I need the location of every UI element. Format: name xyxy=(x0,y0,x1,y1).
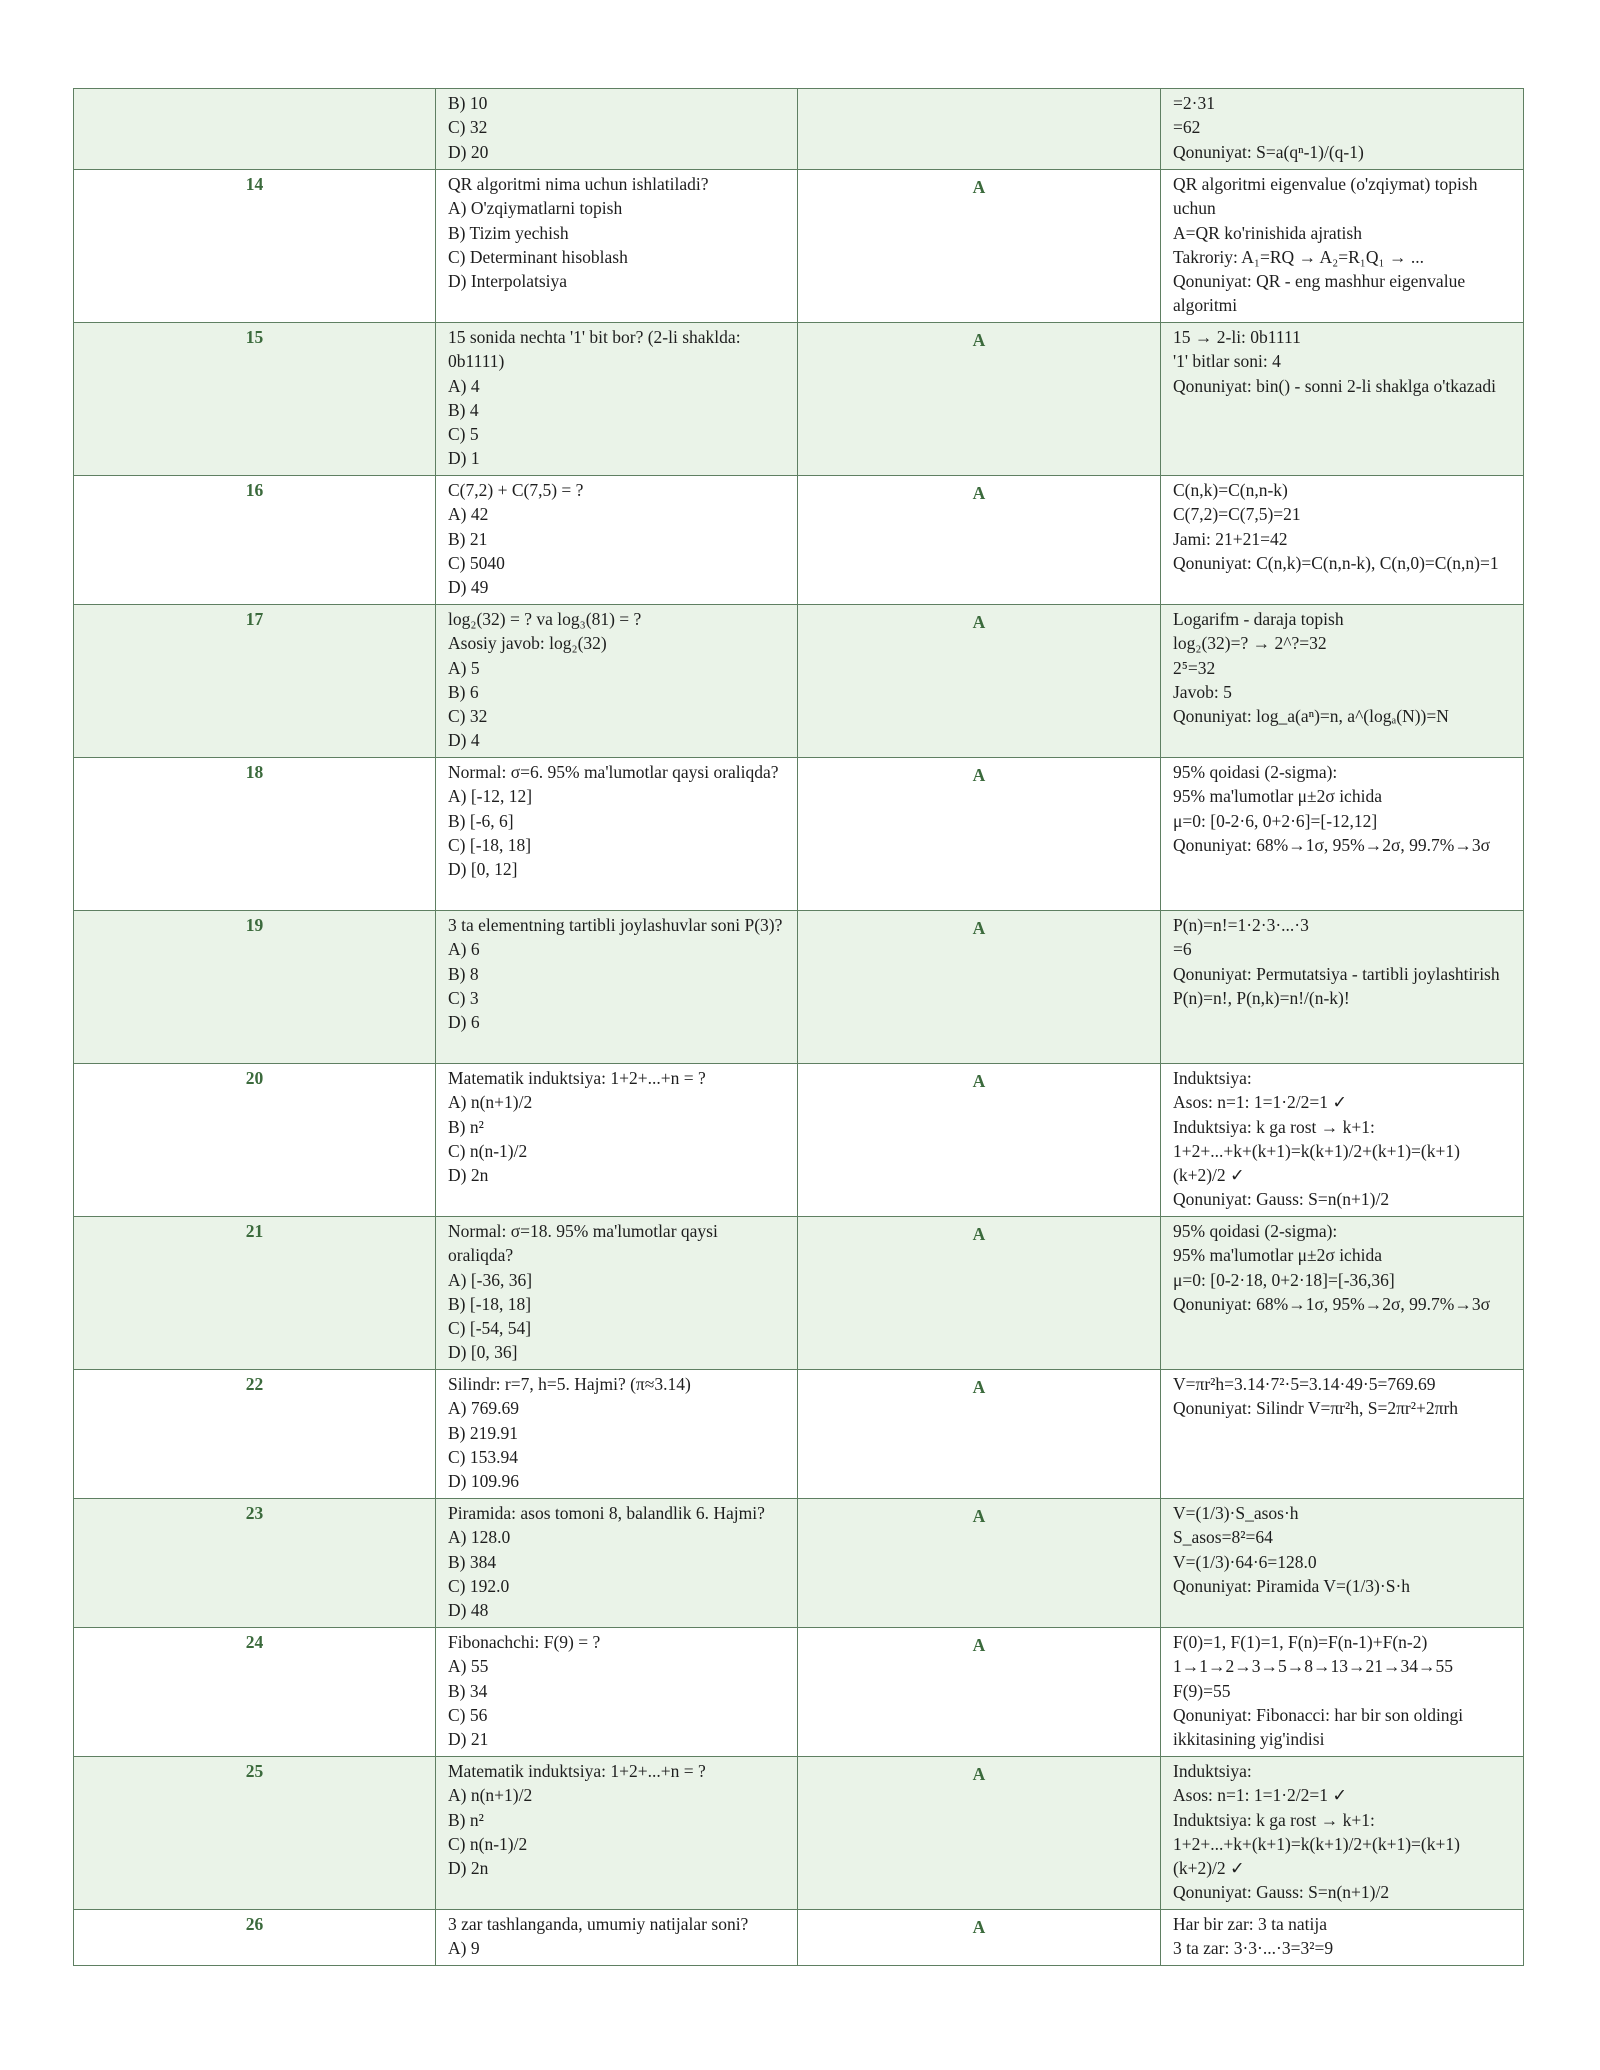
explanation-cell xyxy=(1161,1217,1524,1370)
question-cell xyxy=(436,1628,798,1757)
question-line: B) 34 xyxy=(448,1680,488,1701)
explanation-cell xyxy=(1161,476,1524,605)
explanation-line: =2·31 xyxy=(1173,93,1215,113)
question-line: A) 4 xyxy=(448,375,480,396)
explanation-line: 1+2+...+k+(k+1)=k(k+1)/2+(k+1)=(k+1)(k+2)/2 ✓ xyxy=(1173,1140,1460,1186)
answer-cell: A xyxy=(798,605,1161,758)
question-line: C) n(n-1)/2 xyxy=(448,1833,528,1854)
question-cell xyxy=(436,1910,798,1966)
question-cell xyxy=(436,758,798,911)
question-line: C) [-54, 54] xyxy=(448,1318,532,1339)
question-line: C) 56 xyxy=(448,1704,488,1725)
explanation-line: Javob: 5 xyxy=(1173,681,1232,702)
explanation-line: 95% qoidasi (2-sigma): xyxy=(1173,1221,1338,1241)
question-line: A) n(n+1)/2 xyxy=(448,1785,533,1806)
question-line: D) 2n xyxy=(448,1858,489,1879)
answer-cell: A xyxy=(798,476,1161,605)
explanation-cell xyxy=(1161,1499,1524,1628)
answer-cell: A xyxy=(798,1499,1161,1628)
question-line: D) 1 xyxy=(448,448,480,469)
explanation-line: Induktsiya: xyxy=(1173,1761,1252,1781)
table-row xyxy=(74,1910,1524,1966)
question-cell xyxy=(436,911,798,1064)
question-text: Matematik induktsiya: 1+2+...+n = ? xyxy=(448,1068,706,1088)
answer-cell: A xyxy=(798,1628,1161,1757)
quiz-table-body xyxy=(74,89,1524,1966)
explanation-cell xyxy=(1161,1910,1524,1966)
explanation-cell xyxy=(1161,911,1524,1064)
explanation-line: Qonuniyat: Piramida V=(1/3)·S·h xyxy=(1173,1575,1411,1596)
question-number: 15 xyxy=(74,323,436,476)
table-row xyxy=(74,476,1524,605)
explanation-cell xyxy=(1161,1370,1524,1499)
question-line: A) 769.69 xyxy=(448,1398,519,1419)
answer-cell: A xyxy=(798,1370,1161,1499)
question-line: B) 384 xyxy=(448,1551,497,1572)
question-line: A) 55 xyxy=(448,1656,489,1677)
answer-cell: A xyxy=(798,1217,1161,1370)
answer-cell: A xyxy=(798,1064,1161,1217)
question-text: Normal: σ=18. 95% ma'lumotlar qaysi oraliqda? xyxy=(448,1221,718,1266)
question-line: C) 32 xyxy=(448,117,488,138)
question-text: Piramida: asos tomoni 8, balandlik 6. Hajmi? xyxy=(448,1503,765,1523)
question-line: D) [0, 36] xyxy=(448,1342,518,1363)
question-line: A) n(n+1)/2 xyxy=(448,1092,533,1113)
question-number: 22 xyxy=(74,1370,436,1499)
explanation-line: F(0)=1, F(1)=1, F(n)=F(n-1)+F(n-2) xyxy=(1173,1632,1428,1652)
question-line: A) 6 xyxy=(448,939,480,960)
table-row xyxy=(74,1217,1524,1370)
question-line: B) [-18, 18] xyxy=(448,1293,532,1314)
question-line: C) 5040 xyxy=(448,552,505,573)
question-number: 16 xyxy=(74,476,436,605)
table-row xyxy=(74,605,1524,758)
question-number: 14 xyxy=(74,170,436,323)
explanation-line: 1+2+...+k+(k+1)=k(k+1)/2+(k+1)=(k+1)(k+2)/2 ✓ xyxy=(1173,1833,1460,1879)
explanation-line: μ=0: [0-2·6, 0+2·6]=[-12,12] xyxy=(1173,810,1378,831)
explanation-line: P(n)=n!, P(n,k)=n!/(n-k)! xyxy=(1173,987,1350,1008)
question-cell xyxy=(436,1499,798,1628)
answer-cell: A xyxy=(798,911,1161,1064)
explanation-line: 15 → 2-li: 0b1111 xyxy=(1173,327,1301,347)
explanation-line: V=(1/3)·S_asos·h xyxy=(1173,1503,1299,1523)
table-row xyxy=(74,89,1524,170)
question-cell xyxy=(436,1370,798,1499)
explanation-cell xyxy=(1161,605,1524,758)
question-number: 25 xyxy=(74,1757,436,1910)
explanation-cell xyxy=(1161,1757,1524,1910)
question-line: C) 153.94 xyxy=(448,1446,518,1467)
answer-cell: A xyxy=(798,1757,1161,1910)
explanation-line: Qonuniyat: 68%→1σ, 95%→2σ, 99.7%→3σ xyxy=(1173,834,1491,855)
question-number: 23 xyxy=(74,1499,436,1628)
question-number: 24 xyxy=(74,1628,436,1757)
explanation-line: V=πr²h=3.14·7²·5=3.14·49·5=769.69 xyxy=(1173,1374,1436,1394)
question-line: D) 2n xyxy=(448,1165,489,1186)
explanation-cell xyxy=(1161,1628,1524,1757)
question-line: D) 109.96 xyxy=(448,1471,519,1492)
explanation-line: A=QR ko'rinishida ajratish xyxy=(1173,222,1362,243)
explanation-line: Qonuniyat: Permutatsiya - tartibli joylashtirish xyxy=(1173,963,1500,984)
question-line: A) 5 xyxy=(448,657,480,678)
explanation-line: Logarifm - daraja topish xyxy=(1173,609,1344,629)
question-line: A) [-12, 12] xyxy=(448,786,533,807)
answer-cell: A xyxy=(798,323,1161,476)
explanation-line: log₂(32)=? → 2^?=32 xyxy=(1173,633,1327,654)
question-line: C) 5 xyxy=(448,424,479,445)
explanation-line: 3 ta zar: 3·3·...·3=3²=9 xyxy=(1173,1938,1334,1959)
question-line: B) 4 xyxy=(448,399,479,420)
question-line: D) 6 xyxy=(448,1012,480,1033)
explanation-line: Induktsiya: k ga rost → k+1: xyxy=(1173,1809,1375,1830)
explanation-line: 95% qoidasi (2-sigma): xyxy=(1173,762,1338,782)
question-text: 3 zar tashlanganda, umumiy natijalar soni? xyxy=(448,1914,749,1934)
explanation-line: Qonuniyat: C(n,k)=C(n,n-k), C(n,0)=C(n,n)=1 xyxy=(1173,552,1499,573)
explanation-line: S_asos=8²=64 xyxy=(1173,1527,1273,1548)
explanation-line: Qonuniyat: Gauss: S=n(n+1)/2 xyxy=(1173,1882,1390,1903)
question-line: D) [0, 12] xyxy=(448,859,518,880)
table-row xyxy=(74,1499,1524,1628)
table-row xyxy=(74,1628,1524,1757)
explanation-line: Asos: n=1: 1=1·2/2=1 ✓ xyxy=(1173,1092,1348,1113)
explanation-line: Qonuniyat: Silindr V=πr²h, S=2πr²+2πrh xyxy=(1173,1398,1459,1419)
explanation-cell xyxy=(1161,1064,1524,1217)
explanation-line: C(7,2)=C(7,5)=21 xyxy=(1173,504,1301,525)
question-line: B) n² xyxy=(448,1809,484,1830)
explanation-cell xyxy=(1161,170,1524,323)
quiz-table xyxy=(73,88,1524,1966)
answer-cell: A xyxy=(798,1910,1161,1966)
question-line: D) 49 xyxy=(448,577,489,598)
explanation-line: Induktsiya: k ga rost → k+1: xyxy=(1173,1116,1375,1137)
question-line: D) Interpolatsiya xyxy=(448,271,568,292)
explanation-line: 1→1→2→3→5→8→13→21→34→55 xyxy=(1173,1656,1453,1677)
question-line: C) n(n-1)/2 xyxy=(448,1140,528,1161)
question-line: C) 192.0 xyxy=(448,1575,510,1596)
question-line: C) Determinant hisoblash xyxy=(448,246,628,267)
explanation-cell xyxy=(1161,89,1524,170)
explanation-line: F(9)=55 xyxy=(1173,1680,1231,1701)
explanation-line: =6 xyxy=(1173,939,1192,960)
question-text: C(7,2) + C(7,5) = ? xyxy=(448,480,584,500)
explanation-line: '1' bitlar soni: 4 xyxy=(1173,351,1281,372)
question-number xyxy=(74,89,436,170)
explanation-line: V=(1/3)·64·6=128.0 xyxy=(1173,1551,1317,1572)
question-line: B) 6 xyxy=(448,681,479,702)
question-line: A) [-36, 36] xyxy=(448,1269,533,1290)
question-line: A) 128.0 xyxy=(448,1527,511,1548)
answer-cell: A xyxy=(798,758,1161,911)
question-text: Fibonachchi: F(9) = ? xyxy=(448,1632,601,1652)
question-cell xyxy=(436,170,798,323)
question-number: 20 xyxy=(74,1064,436,1217)
explanation-cell xyxy=(1161,758,1524,911)
question-number: 21 xyxy=(74,1217,436,1370)
question-text: log₂(32) = ? va log₃(81) = ? xyxy=(448,609,642,629)
question-cell xyxy=(436,1757,798,1910)
question-number: 19 xyxy=(74,911,436,1064)
question-line: B) Tizim yechish xyxy=(448,222,569,243)
table-row xyxy=(74,911,1524,1064)
explanation-line: Qonuniyat: log_a(aⁿ)=n, a^(logₐ(N))=N xyxy=(1173,706,1449,727)
explanation-line: Qonuniyat: bin() - sonni 2-li shaklga o'tkazadi xyxy=(1173,375,1496,396)
question-text: QR algoritmi nima uchun ishlatiladi? xyxy=(448,174,709,194)
table-row xyxy=(74,758,1524,911)
explanation-line: Qonuniyat: Fibonacci: har bir son oldingi ikkitasining yig'indisi xyxy=(1173,1704,1464,1750)
explanation-line: Qonuniyat: 68%→1σ, 95%→2σ, 99.7%→3σ xyxy=(1173,1293,1491,1314)
question-text: 15 sonida nechta '1' bit bor? (2-li shaklda: 0b1111) xyxy=(448,327,741,372)
question-line: B) 8 xyxy=(448,963,479,984)
question-number: 18 xyxy=(74,758,436,911)
question-line: D) 21 xyxy=(448,1729,489,1750)
question-cell xyxy=(436,476,798,605)
question-number: 26 xyxy=(74,1910,436,1966)
question-line: C) 3 xyxy=(448,987,479,1008)
explanation-line: 95% ma'lumotlar μ±2σ ichida xyxy=(1173,786,1382,807)
explanation-line: P(n)=n!=1·2·3·...·3 xyxy=(1173,915,1309,935)
explanation-line: μ=0: [0-2·18, 0+2·18]=[-36,36] xyxy=(1173,1269,1395,1290)
question-line: B) [-6, 6] xyxy=(448,810,514,831)
explanation-line: 95% ma'lumotlar μ±2σ ichida xyxy=(1173,1245,1382,1266)
explanation-line: Jami: 21+21=42 xyxy=(1173,528,1288,549)
question-line: D) 20 xyxy=(448,141,489,162)
question-line: A) O'zqiymatlarni topish xyxy=(448,198,623,219)
question-text: Matematik induktsiya: 1+2+...+n = ? xyxy=(448,1761,706,1781)
answer-cell: A xyxy=(798,170,1161,323)
explanation-line: Asos: n=1: 1=1·2/2=1 ✓ xyxy=(1173,1785,1348,1806)
question-text: Normal: σ=6. 95% ma'lumotlar qaysi oraliqda? xyxy=(448,762,779,782)
answer-cell xyxy=(798,89,1161,170)
explanation-line: C(n,k)=C(n,n-k) xyxy=(1173,480,1288,500)
question-line: B) n² xyxy=(448,1116,484,1137)
question-cell xyxy=(436,605,798,758)
question-line: D) 4 xyxy=(448,730,480,751)
question-line: C) [-18, 18] xyxy=(448,834,532,855)
question-text: 3 ta elementning tartibli joylashuvlar soni P(3)? xyxy=(448,915,783,935)
question-line: Asosiy javob: log₂(32) xyxy=(448,633,607,654)
question-number: 17 xyxy=(74,605,436,758)
question-line: A) 9 xyxy=(448,1938,480,1959)
explanation-line: QR algoritmi eigenvalue (o'zqiymat) topish uchun xyxy=(1173,174,1478,219)
question-line: B) 219.91 xyxy=(448,1422,518,1443)
question-line: A) 42 xyxy=(448,504,489,525)
explanation-line: Qonuniyat: S=a(qⁿ-1)/(q-1) xyxy=(1173,141,1364,162)
explanation-line: Qonuniyat: Gauss: S=n(n+1)/2 xyxy=(1173,1189,1390,1210)
table-row xyxy=(74,170,1524,323)
explanation-line: Har bir zar: 3 ta natija xyxy=(1173,1914,1328,1934)
question-line: B) 10 xyxy=(448,93,488,113)
question-text: Silindr: r=7, h=5. Hajmi? (π≈3.14) xyxy=(448,1374,691,1394)
explanation-line: =62 xyxy=(1173,117,1201,138)
question-cell xyxy=(436,1064,798,1217)
explanation-line: 2⁵=32 xyxy=(1173,657,1216,678)
explanation-line: Induktsiya: xyxy=(1173,1068,1252,1088)
question-line: C) 32 xyxy=(448,706,488,727)
table-row xyxy=(74,323,1524,476)
table-row xyxy=(74,1064,1524,1217)
question-cell xyxy=(436,1217,798,1370)
question-cell xyxy=(436,89,798,170)
table-row xyxy=(74,1757,1524,1910)
question-line: B) 21 xyxy=(448,528,488,549)
question-line: D) 48 xyxy=(448,1600,489,1621)
explanation-cell xyxy=(1161,323,1524,476)
explanation-line: Takroriy: A₁=RQ → A₂=R₁Q₁ → ... xyxy=(1173,246,1424,267)
explanation-line: Qonuniyat: QR - eng mashhur eigenvalue algoritmi xyxy=(1173,271,1466,316)
question-cell xyxy=(436,323,798,476)
table-row xyxy=(74,1370,1524,1499)
